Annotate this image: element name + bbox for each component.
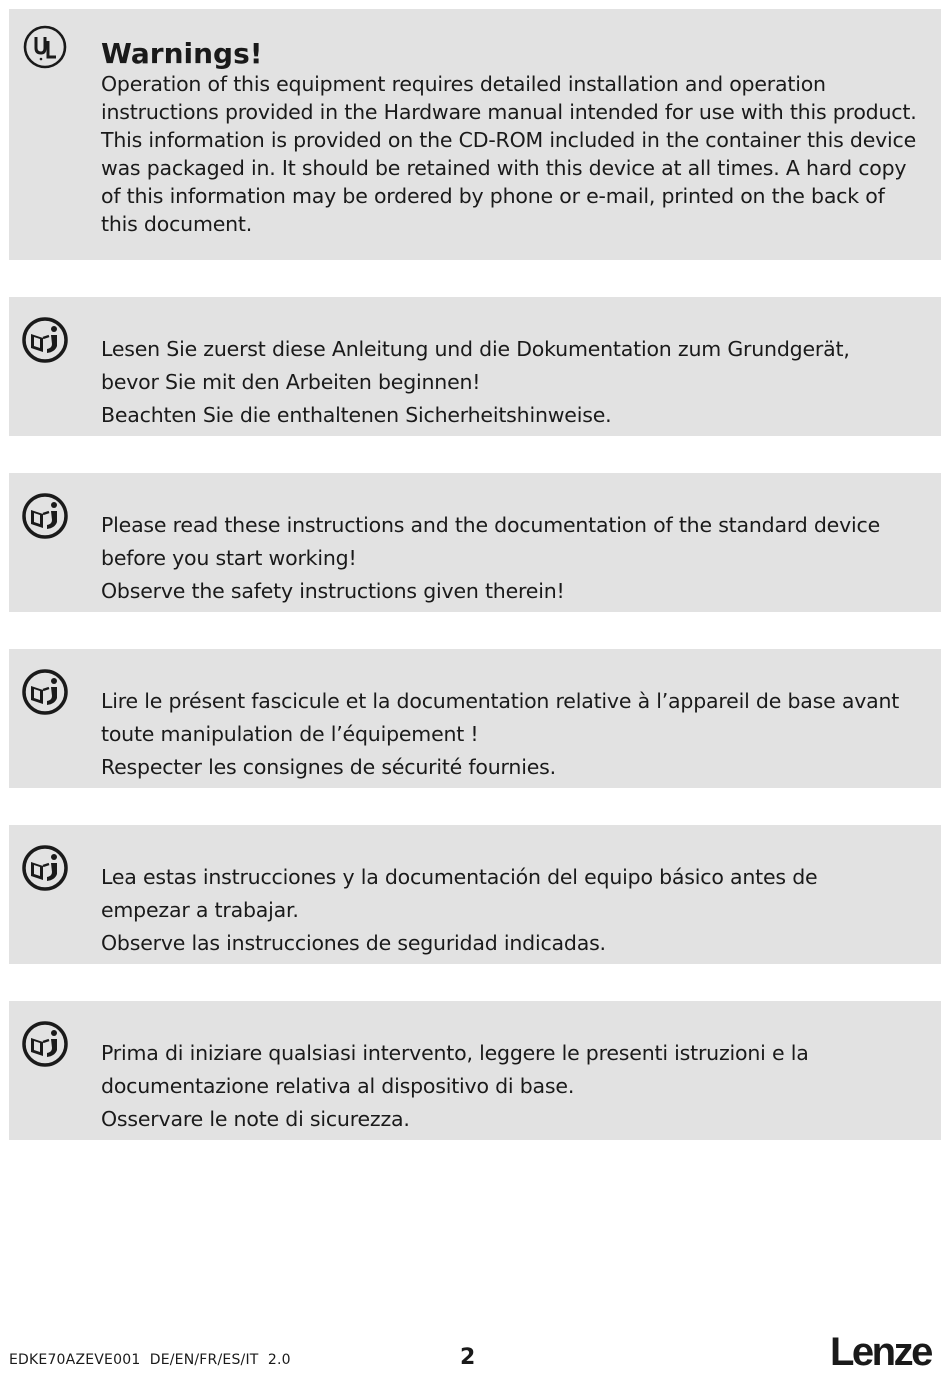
notice-line-3: Respecter les consignes de sécurité fournies. — [101, 755, 556, 779]
read-manual-icon — [21, 844, 69, 892]
notice-line-1: Prima di iniziare qualsiasi intervento, leggere le presenti istruzioni e la — [101, 1041, 809, 1065]
read-manual-icon — [21, 316, 69, 364]
notice-box-de — [9, 297, 941, 436]
notice-line-3: Observe the safety instructions given therein! — [101, 579, 565, 603]
warning-title: Warnings! — [101, 37, 263, 70]
notice-line-3: Beachten Sie die enthaltenen Sicherheitshinweise. — [101, 403, 612, 427]
notice-line-3: Observe las instrucciones de seguridad indicadas. — [101, 931, 606, 955]
notice-line-1: Lea estas instrucciones y la documentación del equipo básico antes de — [101, 865, 818, 889]
notice-line-2: documentazione relativa al dispositivo di base. — [101, 1074, 575, 1098]
notice-line-1: Please read these instructions and the documentation of the standard device — [101, 513, 880, 537]
notice-line-2: toute manipulation de l’équipement ! — [101, 722, 479, 746]
ul-warning-box — [9, 9, 941, 260]
warning-text — [101, 37, 925, 238]
document-id: EDKE70AZEVE001 DE/EN/FR/ES/IT 2.0 — [9, 1352, 291, 1368]
notice-box-fr — [9, 649, 941, 788]
read-manual-icon — [21, 492, 69, 540]
brand-logo: Lenze — [830, 1330, 931, 1374]
notice-line-2: before you start working! — [101, 546, 357, 570]
notice-box-es — [9, 825, 941, 964]
notice-box-it — [9, 1001, 941, 1140]
warning-body: Operation of this equipment requires detailed installation and operation instructions provided in the Hardware manual intended for use with this product. This information is provided on the CD-ROM included in the container this device was packaged in. It should be retained with this device at all times. A hard copy of this information may be ordered by phone or e-mail, printed on the back of this document. — [101, 72, 917, 236]
notice-line-1: Lesen Sie zuerst diese Anleitung und die Dokumentation zum Grundgerät, — [101, 337, 850, 361]
page-number: 2 — [460, 1345, 476, 1370]
notice-line-2: bevor Sie mit den Arbeiten beginnen! — [101, 370, 481, 394]
notice-line-1: Lire le présent fascicule et la documentation relative à l’appareil de base avant — [101, 689, 900, 713]
notice-box-en — [9, 473, 941, 612]
notice-text — [101, 509, 925, 608]
notice-text — [101, 685, 925, 784]
ul-listed-mark-icon — [21, 23, 69, 71]
notice-text — [101, 1037, 925, 1136]
notice-line-2: empezar a trabajar. — [101, 898, 299, 922]
read-manual-icon — [21, 668, 69, 716]
read-manual-icon — [21, 1020, 69, 1068]
notice-line-3: Osservare le note di sicurezza. — [101, 1107, 410, 1131]
notice-text — [101, 861, 925, 960]
notice-text — [101, 333, 925, 432]
